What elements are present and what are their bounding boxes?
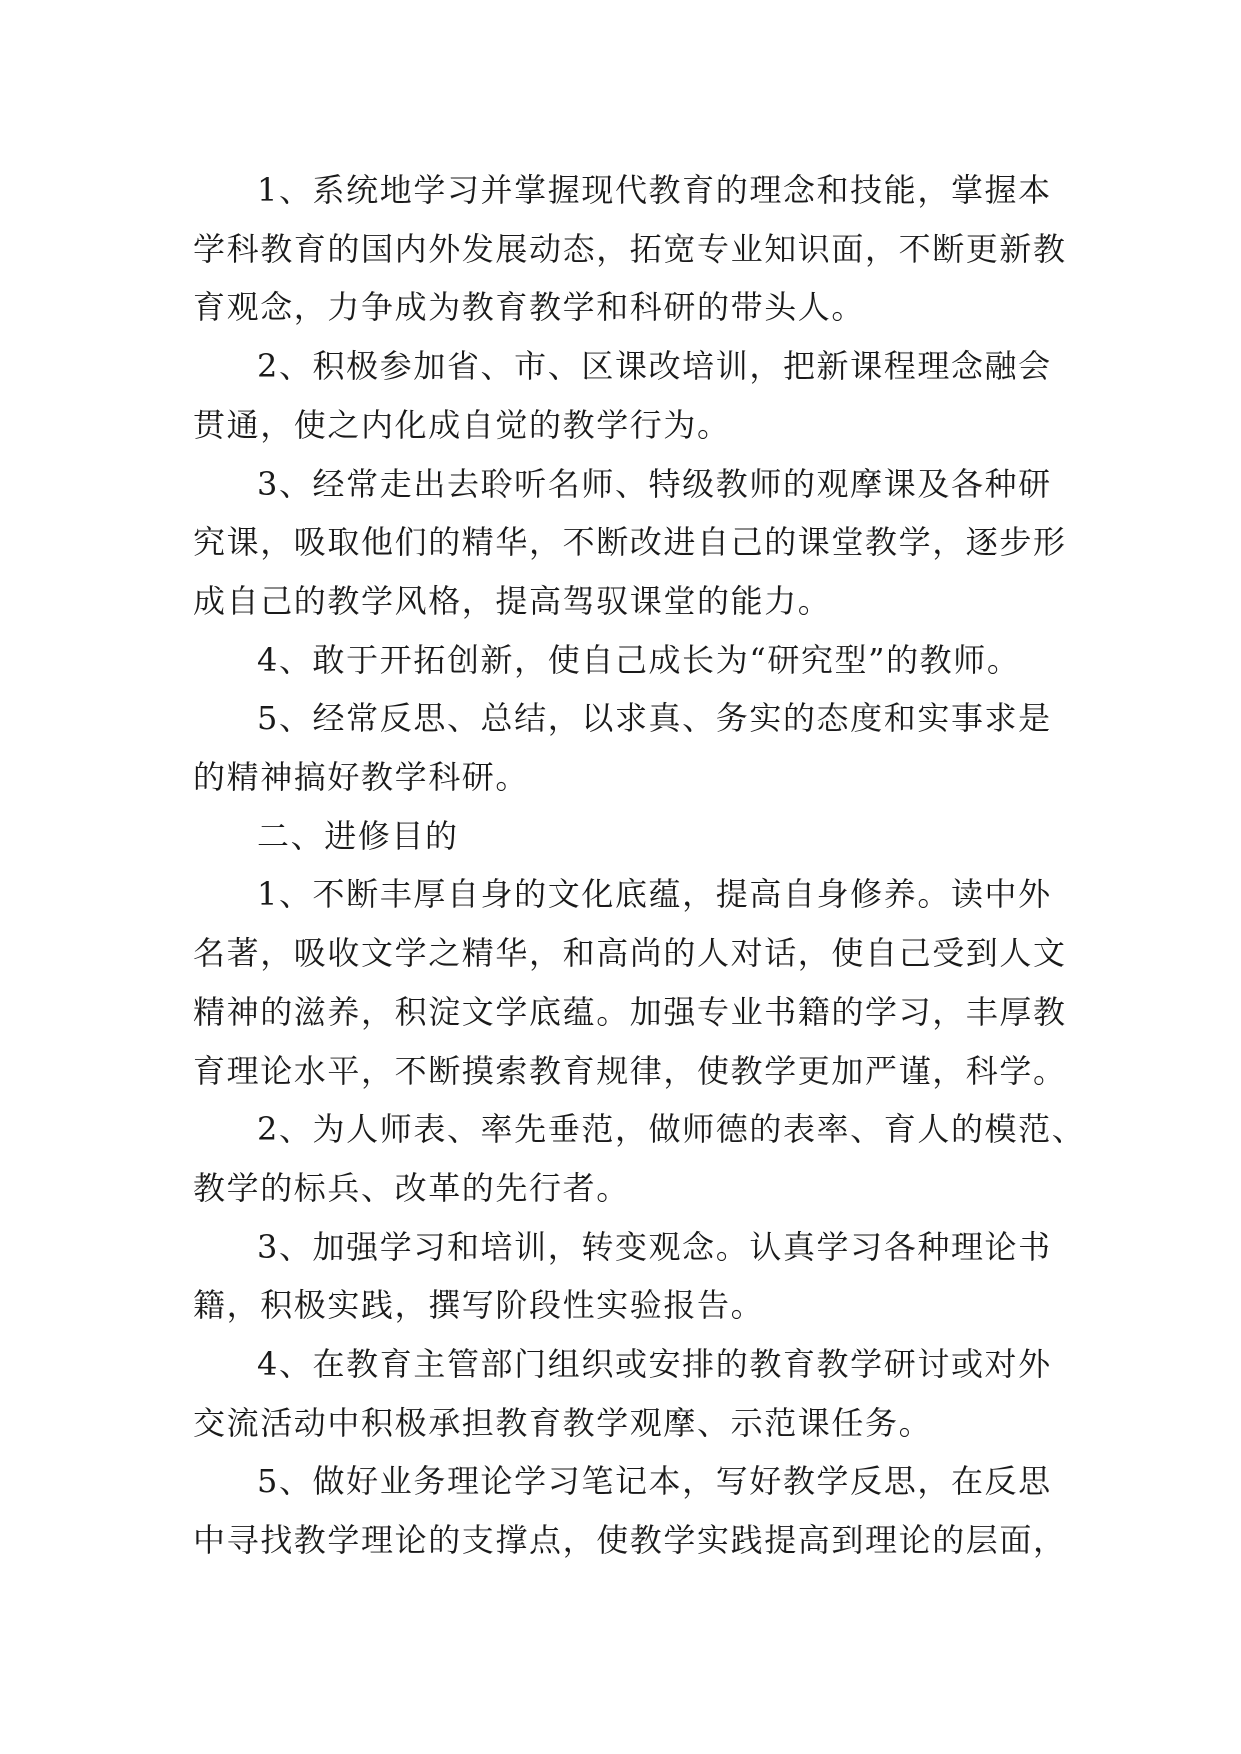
paragraph-goal-4: [193, 631, 1083, 690]
paragraph-goal-1: [193, 161, 1083, 337]
text-line: 育理论水平，不断摸索教育规律，使教学更加严谨，科学。: [193, 1051, 1067, 1090]
text-line: 1、系统地学习并掌握现代教育的理念和技能，掌握本: [257, 171, 1052, 209]
text-line: 二、进修目的: [257, 816, 459, 855]
text-line: 1、不断丰厚自身的文化底蕴，提高自身修养。读中外: [257, 875, 1052, 914]
text-line: 3、经常走出去聆听名师、特级教师的观摩课及各种研: [257, 464, 1052, 503]
text-line: 5、做好业务理论学习笔记本，写好教学反思，在反思: [257, 1462, 1052, 1501]
paragraph-purpose-4: [193, 1335, 1083, 1452]
paragraph-goal-3: [193, 455, 1083, 631]
paragraph-purpose-5: [193, 1452, 1083, 1569]
text-line: 教学的标兵、改革的先行者。: [193, 1168, 630, 1207]
text-line: 5、经常反思、总结，以求真、务实的态度和实事求是: [257, 699, 1052, 738]
section-heading: [193, 807, 1083, 866]
text-line: 4、在教育主管部门组织或安排的教育教学研讨或对外: [257, 1345, 1052, 1384]
text-line: 2、为人师表、率先垂范，做师德的表率、育人的模范、: [257, 1110, 1086, 1149]
text-line: 中寻找教学理论的支撑点，使教学实践提高到理论的层面，: [193, 1521, 1067, 1560]
paragraph-purpose-3: [193, 1218, 1083, 1335]
paragraph-goal-2: [193, 337, 1083, 454]
text-line: 3、加强学习和培训，转变观念。认真学习各种理论书: [257, 1227, 1052, 1266]
paragraph-purpose-2: [193, 1100, 1086, 1217]
text-line: 4、敢于开拓创新，使自己成长为“研究型”的教师。: [257, 640, 1021, 679]
text-line: 育观念，力争成为教育教学和科研的带头人。: [193, 288, 866, 327]
text-line: 籍，积极实践，撰写阶段性实验报告。: [193, 1286, 765, 1325]
paragraph-purpose-1: [193, 865, 1083, 1100]
text-line: 名著，吸收文学之精华，和高尚的人对话，使自己受到人文: [193, 934, 1067, 973]
text-line: 成自己的教学风格，提高驾驭课堂的能力。: [193, 581, 832, 620]
text-line: 的精神搞好教学科研。: [193, 758, 530, 797]
text-line: 2、积极参加省、市、区课改培训，把新课程理念融会: [257, 347, 1052, 386]
text-line: 精神的滋养，积淀文学底蕴。加强专业书籍的学习，丰厚教: [193, 992, 1067, 1031]
document-body: [193, 161, 1086, 1570]
text-line: 学科教育的国内外发展动态，拓宽专业知识面，不断更新教: [193, 229, 1067, 268]
paragraph-goal-5: [193, 689, 1083, 806]
text-line: 究课，吸取他们的精华，不断改进自己的课堂教学，逐步形: [193, 523, 1067, 562]
text-line: 贯通，使之内化成自觉的教学行为。: [193, 405, 731, 444]
text-line: 交流活动中积极承担教育教学观摩、示范课任务。: [193, 1403, 933, 1442]
